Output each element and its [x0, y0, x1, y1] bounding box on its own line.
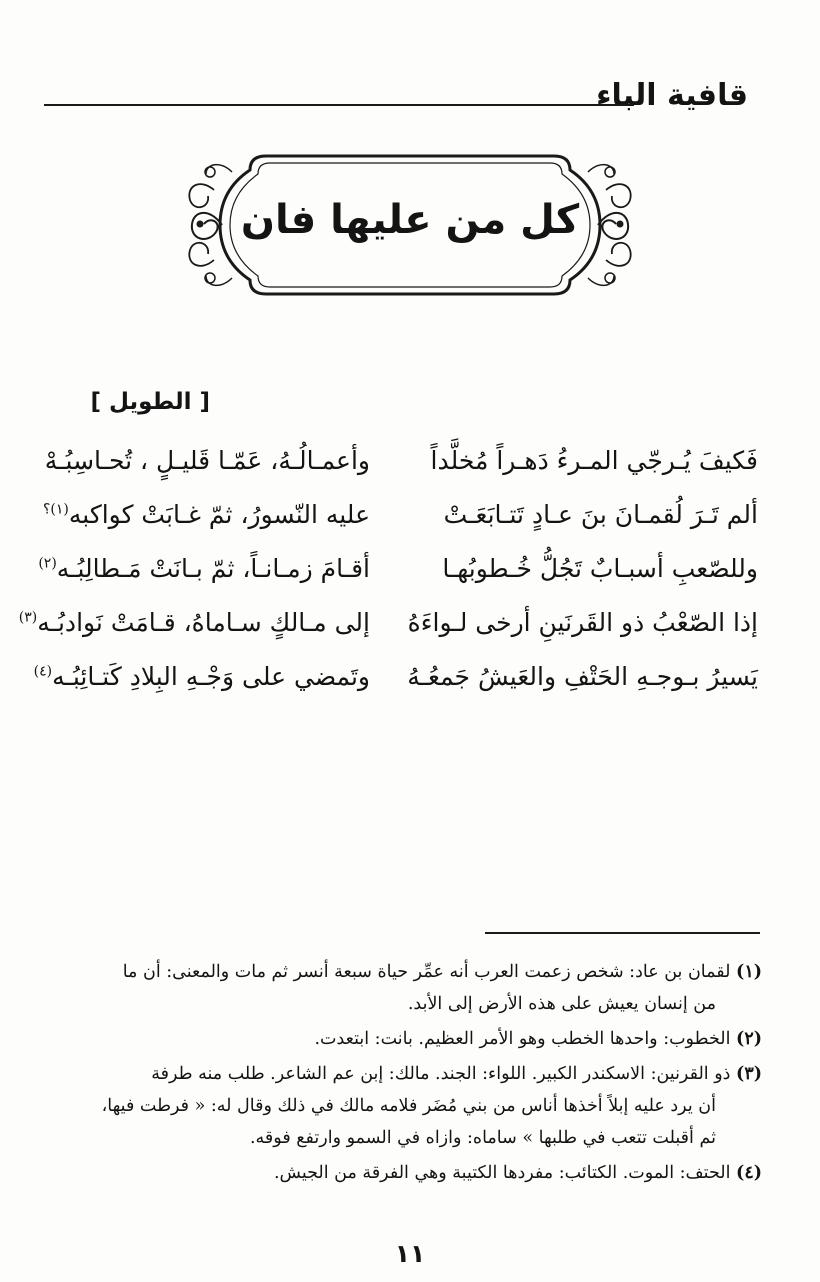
footnote-reference: (١)؟ — [42, 501, 69, 518]
footnote-reference: (٣) — [18, 609, 38, 626]
verse-first-hemistich: إذا الصّعْبُ ذو القَرنَينِ أرخى لـواءَهُ — [407, 608, 758, 637]
verse-second-hemistich: وتَمضي على وَجْـهِ البِلادِ كَتـائِبُـه — [52, 662, 370, 691]
verse-first-hemistich: يَسيرُ بـوجـهِ الحَتْفِ والعَيشُ جَمعُـهُ — [407, 662, 758, 691]
verse-second-hemistich: وأعمـالُـهُ، عَمّـا قَليـلٍ ، تُحـاسِبُـهْ — [44, 446, 370, 475]
verse-second-hemistich: إلى مـالكٍ سـاماهُ، قـامَتْ نَوادبُـه — [37, 608, 370, 637]
page-number: ١١ — [394, 1239, 426, 1268]
verse-second-line — [38, 434, 370, 488]
footnote-number: (٣) — [736, 1064, 762, 1084]
footnote-separator-rule — [485, 932, 760, 934]
footnote-text: الخطوب: واحدها الخطب وهو الأمر العظيم. بانت: ابتعدت. — [314, 1029, 731, 1049]
verses-second-hemistich-column — [18, 434, 370, 704]
footnote-number: (١) — [736, 962, 762, 982]
verses-first-hemistich-column — [400, 434, 758, 704]
verse-second-line — [18, 596, 370, 650]
footnote-number: (٤) — [736, 1163, 762, 1183]
footnote-text: ذو القرنين: الاسكندر الكبير. اللواء: الجند. مالك: إبن عم الشاعر. طلب منه طرفة — [151, 1064, 731, 1084]
verse-second-hemistich: عليه النّسورُ، ثمّ غـابَتْ كواكبه — [68, 500, 370, 529]
verse-first-hemistich: فَكيفَ يُـرجّي المـرءُ دَهـراً مُخلَّداً — [430, 446, 758, 475]
running-header-title: قافية الباء — [596, 78, 748, 113]
footnote-continuation: أن يرد عليه إبلاً أخذها أناس من بني مُضَر فلامه مالك في ذلك وقال له: « فرطت فيها، — [101, 1096, 716, 1116]
verse-second-hemistich: أقـامَ زمـانـاً، ثمّ بـانَتْ مَـطالِبُـه — [56, 554, 370, 583]
footnote-4 — [40, 1157, 762, 1189]
footnote-2 — [40, 1023, 762, 1055]
footnote-text: لقمان بن عاد: شخص زعمت العرب أنه عمِّر حياة سبعة أنسر ثم مات والمعنى: أن ما — [122, 962, 731, 982]
verse-second-line — [33, 650, 370, 704]
footnote-3 — [40, 1058, 762, 1154]
footnote-reference: (٤) — [33, 663, 53, 680]
footnote-reference: (٢) — [38, 555, 57, 572]
verse-second-line — [38, 542, 370, 596]
verse-first-hemistich: وللصّعبِ أسبـابٌ تَجُلُّ خُـطوبُهـا — [442, 554, 758, 583]
verse-first-hemistich: ألم تَـرَ لُقمـانَ بنَ عـادٍ تَتـابَعَـتْ — [443, 500, 758, 529]
footnotes — [40, 956, 762, 1192]
footnote-text: الحتف: الموت. الكتائب: مفردها الكتيبة وهي الفرقة من الجيش. — [273, 1163, 731, 1183]
footnote-number: (٢) — [736, 1029, 762, 1049]
header-rule — [44, 104, 634, 106]
footnote-continuation: ثم أقبلت تتعب في طلبها » ساماه: وازاه في السمو وارتفع فوقه. — [249, 1128, 716, 1148]
meter-label: [ الطويل ] — [90, 389, 210, 415]
footnote-continuation: من إنسان يعيش على هذه الأرض إلى الأبد. — [407, 994, 716, 1014]
verse-second-line — [38, 488, 370, 542]
poem-title: كل من عليها فان — [240, 197, 580, 243]
footnote-1 — [40, 956, 762, 1020]
